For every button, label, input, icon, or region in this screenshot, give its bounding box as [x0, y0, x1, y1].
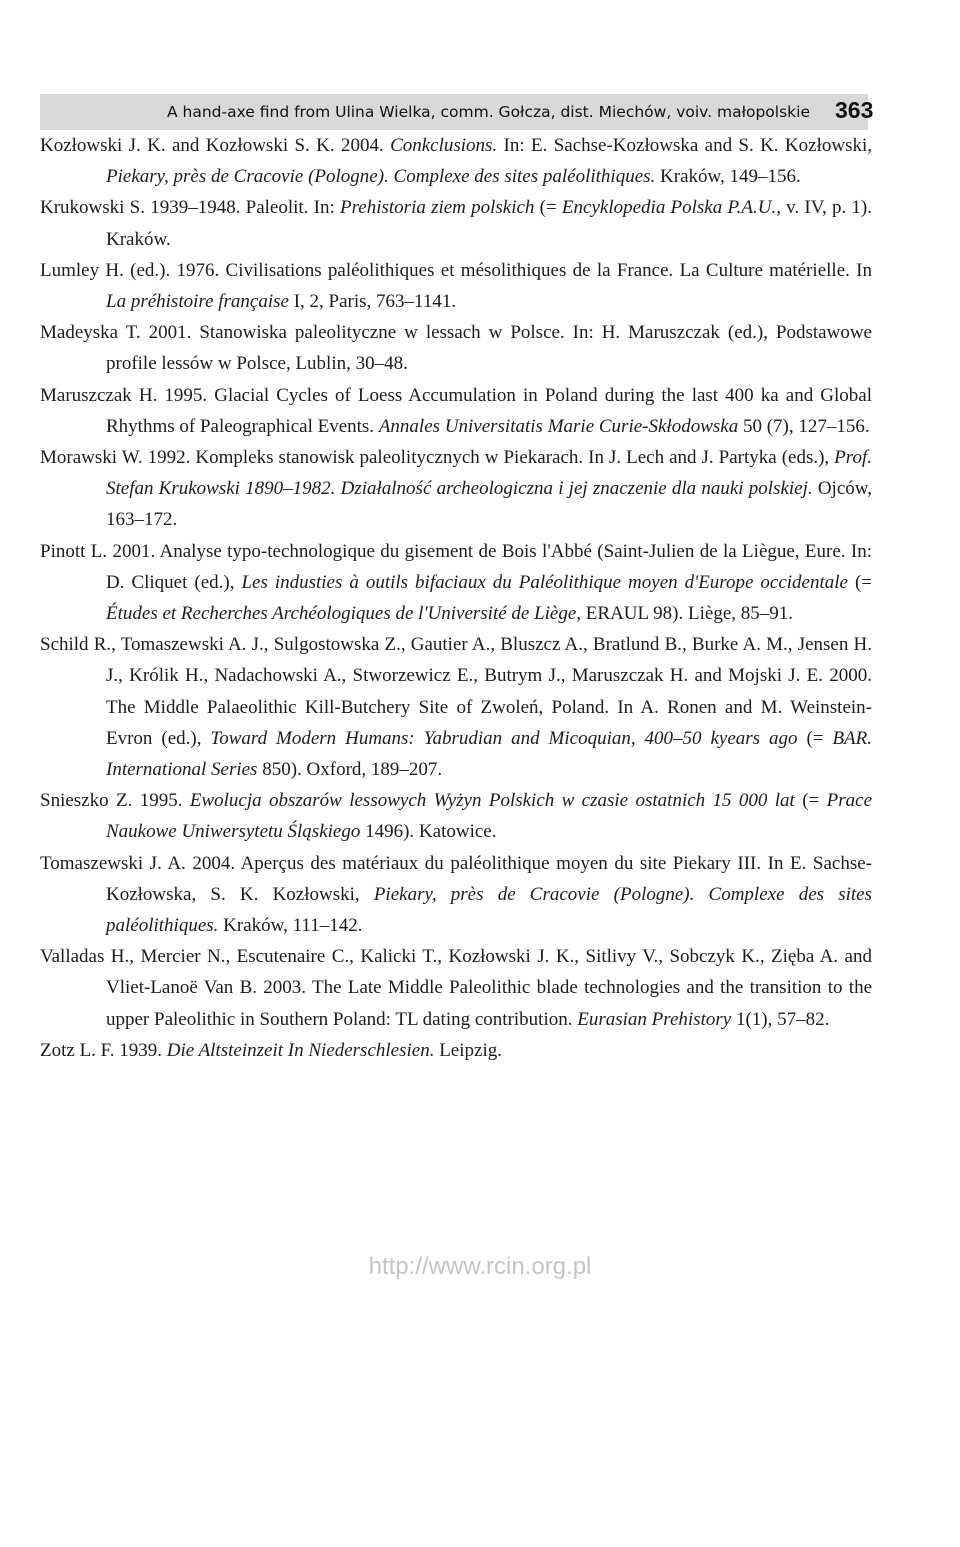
reference-text: 850). Oxford, 189–207.: [257, 759, 443, 781]
reference-text: Zotz L. F. 1939.: [40, 1039, 167, 1061]
reference-text: v. IV, p. 1). Kraków.: [106, 197, 873, 250]
reference-italic-title: Les industies à outils bifaciaux du Paléolithique moyen d'Europe occidentale: [241, 571, 848, 593]
reference-italic-title: Études et Recherches Archéologiques de l'Université de Liège,: [106, 603, 582, 625]
reference-text: In: E. Sachse-Kozłowska and S. K. Kozłowski,: [497, 135, 872, 156]
reference-entry: [40, 380, 872, 442]
reference-text: (=: [847, 571, 872, 593]
running-head: A hand-axe find from Ulina Wielka, comm. Gołcza, dist. Miechów, voiv. małopolskie: [166, 103, 810, 121]
reference-text: Krukowski S. 1939–1948. Paleolit. In:: [40, 197, 340, 219]
reference-entry: [40, 1035, 872, 1066]
reference-text: Ojców, 163–172.: [106, 478, 873, 531]
reference-text: (=: [797, 727, 833, 749]
page-number: 363: [835, 97, 874, 123]
reference-italic-title: Prace Naukowe Uniwersytetu Śląskiego: [106, 790, 873, 843]
reference-entry: [40, 130, 872, 192]
watermark-url: http://www.rcin.org.pl: [368, 1253, 592, 1280]
reference-text: 1(1), 57–82.: [731, 1008, 830, 1030]
reference-entry: [40, 785, 872, 847]
reference-italic-title: Die Altsteinzeit In Niederschlesien.: [166, 1039, 435, 1061]
reference-text: Tomaszewski J. A. 2004. Aperçus des matériaux du paléolithique moyen du site Piekary III. In E. Sachse-Kozłowska, S. K. Kozłowski,: [40, 852, 872, 905]
reference-text: I, 2, Paris, 763–1141.: [288, 291, 457, 313]
reference-text: (=: [794, 790, 827, 812]
reference-text: Morawski W. 1992. Kompleks stanowisk paleolitycznych w Piekarach. In J. Lech and J. Partyka (eds.),: [40, 447, 835, 469]
reference-text: ERAUL 98). Liège, 85–91.: [581, 603, 793, 625]
reference-text: Kozłowski J. K. and Kozłowski S. K. 2004.: [40, 135, 391, 156]
reference-italic-title: Encyklopedia Polska P.A.U.,: [561, 197, 781, 219]
reference-entry: [40, 442, 872, 536]
reference-text: Snieszko Z. 1995.: [40, 790, 190, 812]
reference-entry: [40, 629, 872, 785]
reference-text: Valladas H., Mercier N., Escutenaire C., Kalicki T., Kozłowski J. K., Sitlivy V., Sobczyk K., Zięba A. and Vliet-Lanoë Van B. 2003. The Late Middle Paleolithic blade technologies and the transition to the upper Paleolithic in Southern Poland: TL dating contribution.: [40, 946, 872, 1030]
reference-list: [40, 130, 872, 1066]
reference-text: 50 (7), 127–156.: [738, 415, 870, 437]
reference-text: 1496). Katowice.: [360, 821, 497, 843]
reference-italic-title: Ewolucja obszarów lessowych Wyżyn Polskich w czasie ostatnich 15 000 lat: [189, 790, 795, 812]
reference-italic-title: La préhistoire française: [106, 291, 289, 313]
reference-entry: [40, 317, 872, 379]
reference-italic-title: Prehistoria ziem polskich: [340, 197, 535, 219]
reference-italic-title: Conkclusions.: [390, 135, 498, 156]
reference-entry: [40, 192, 872, 254]
reference-italic-title: Toward Modern Humans: Yabrudian and Micoquian, 400–50 kyears ago: [210, 727, 798, 749]
reference-italic-title: Annales Universitatis Marie Curie-Skłodowska: [378, 415, 739, 437]
reference-italic-title: Piekary, près de Cracovie (Pologne). Complexe des sites paléolithiques.: [106, 883, 872, 937]
reference-text: Madeyska T. 2001. Stanowiska paleolityczne w lessach w Polsce. In: H. Maruszczak (ed.), Podstawowe profile lessów w Polsce, Lublin, 30–48.: [40, 322, 872, 375]
reference-text: (=: [534, 197, 562, 219]
reference-text: Maruszczak H. 1995. Glacial Cycles of Loess Accumulation in Poland during the last 400 ka and Global Rhythms of Paleographical Events.: [40, 384, 872, 437]
reference-text: Pinott L. 2001. Analyse typo-technologique du gisement de Bois l'Abbé (Saint-Julien de la Liègue, Eure. In: D. Cliquet (ed.),: [40, 540, 872, 593]
reference-text: Kraków, 149–156.: [655, 166, 801, 188]
reference-text: Leipzig.: [434, 1039, 502, 1061]
reference-italic-title: Piekary, près de Cracovie (Pologne). Complexe des sites paléolithiques.: [106, 166, 656, 188]
reference-text: Kraków, 111–142.: [218, 915, 363, 937]
reference-entry: [40, 941, 872, 1035]
reference-text: Schild R., Tomaszewski A. J., Sulgostowska Z., Gautier A., Bluszcz A., Bratlund B., Burke A. M., Jensen H. J., Królik H., Nadachowski A., Stworzewicz E., Butrym J., Maruszczak H. and Mojski J. E. 2000. The Middle Palaeolithic Kill-Butchery Site of Zwoleń, Poland. In A. Ronen and M. Weinstein-Evron (ed.),: [40, 634, 872, 749]
reference-italic-title: Eurasian Prehistory: [577, 1008, 732, 1030]
reference-entry: [40, 536, 872, 630]
reference-text: Lumley H. (ed.). 1976. Civilisations paléolithiques et mésolithiques de la France. La Culture matérielle. In: [40, 259, 872, 281]
reference-italic-title: Prof. Stefan Krukowski 1890–1982. Działalność archeologiczna i jej znaczenie dla nauki polskiej.: [106, 447, 872, 500]
reference-entry: [40, 848, 872, 942]
reference-entry: [40, 255, 872, 317]
reference-italic-title: BAR. International Series: [106, 727, 873, 781]
